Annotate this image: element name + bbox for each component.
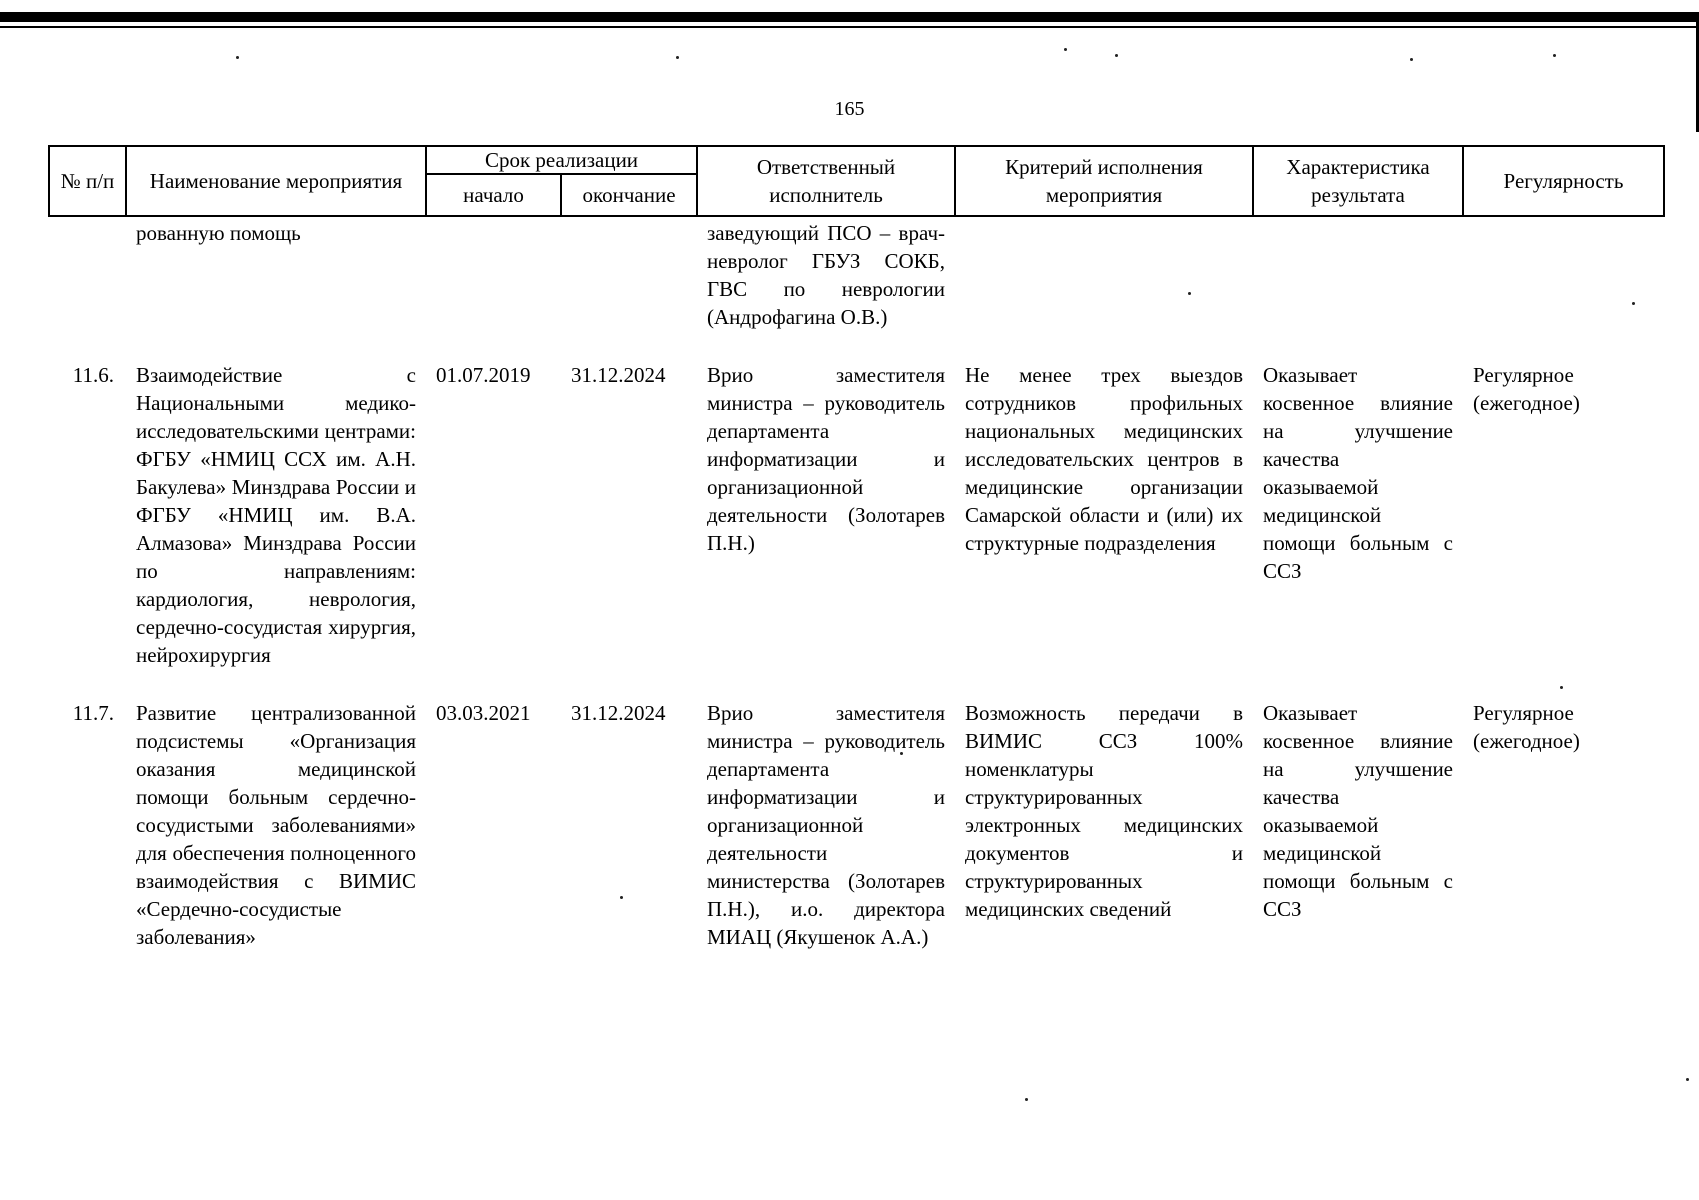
row-result: Оказывает косвенное влияние на улучшение качества оказываемой медицинской помощи больным с ССЗ (1263, 701, 1453, 921)
row-number: 11.6. (72, 363, 114, 387)
scan-speck (1686, 1078, 1689, 1081)
header-period: Срок реализации (426, 146, 697, 174)
row-start (426, 216, 561, 361)
activities-table (48, 145, 1665, 991)
row-criterion (955, 216, 1253, 361)
row-regularity: Регулярное (ежегодное) (1473, 701, 1580, 753)
scan-top-rule (0, 26, 1699, 28)
row-result (1253, 216, 1463, 361)
scan-speck (676, 56, 679, 59)
scan-speck (1025, 1098, 1028, 1101)
row-regularity (1463, 216, 1664, 361)
row-responsible: Врио заместителя министра – руководитель департамента информатизации и организационной деятельности министерства (Золотарев П.Н.), и.о. директора МИАЦ (Якушенок А.А.) (707, 701, 945, 949)
row-number: 11.7. (72, 701, 114, 725)
row-responsible: заведующий ПСО – врач-невролог ГБУЗ СОКБ, ГВС по неврологии (Андрофагина О.В.) (707, 221, 945, 329)
header-number: № п/п (49, 146, 126, 216)
row-criterion: Возможность передачи в ВИМИС ССЗ 100% номенклатуры структурированных электронных медицинских документов и структурированных медицинских сведений (965, 701, 1243, 921)
scan-speck (236, 56, 239, 59)
table-row (49, 216, 1664, 361)
row-end: 31.12.2024 (571, 363, 666, 387)
header-result: Характеристика результата (1253, 146, 1463, 216)
row-start: 01.07.2019 (436, 363, 531, 387)
row-criterion: Не менее трех выездов сотрудников профильных национальных медицинских исследовательских центров в медицинские организации Самарской области и (или) их структурные подразделения (965, 363, 1243, 555)
row-end: 31.12.2024 (571, 701, 666, 725)
row-result: Оказывает косвенное влияние на улучшение качества оказываемой медицинской помощи больным с ССЗ (1263, 363, 1453, 583)
row-regularity: Регулярное (ежегодное) (1473, 363, 1580, 415)
scan-speck (1410, 58, 1413, 61)
scan-speck (1064, 48, 1067, 51)
scan-speck (1115, 54, 1118, 57)
scan-speck (1553, 54, 1556, 57)
header-regularity: Регулярность (1463, 146, 1664, 216)
table-row (49, 361, 1664, 699)
scan-top-border (0, 12, 1699, 22)
page-number: 165 (834, 98, 865, 120)
row-name: рованную помощь (136, 221, 301, 245)
row-name: Развитие централизованной подсистемы «Организация оказания медицинской помощи больным сердечно-сосудистыми заболеваниями» для обеспечения полноценного взаимодействия с ВИМИС «Сердечно-сосудистые заболевания» (136, 701, 416, 949)
row-start: 03.03.2021 (436, 701, 531, 725)
header-criterion: Критерий исполнения мероприятия (955, 146, 1253, 216)
row-number (49, 216, 126, 361)
row-end (561, 216, 697, 361)
row-name: Взаимодействие с Национальными медико-исследовательскими центрами: ФГБУ «НМИЦ ССХ им. А.Н. Бакулева» Минздрава России и ФГБУ «НМИЦ им. В.А. Алмазова» Минздрава России по направлениям: кардиология, неврология, сердечно-сосудистая хирургия, нейрохирургия (136, 363, 416, 667)
table-row (49, 699, 1664, 991)
header-name: Наименование мероприятия (126, 146, 426, 216)
header-start: начало (426, 174, 561, 216)
header-responsible: Ответственный исполнитель (697, 146, 955, 216)
header-end: окончание (561, 174, 697, 216)
row-responsible: Врио заместителя министра – руководитель департамента информатизации и организационной деятельности (Золотарев П.Н.) (707, 363, 945, 555)
